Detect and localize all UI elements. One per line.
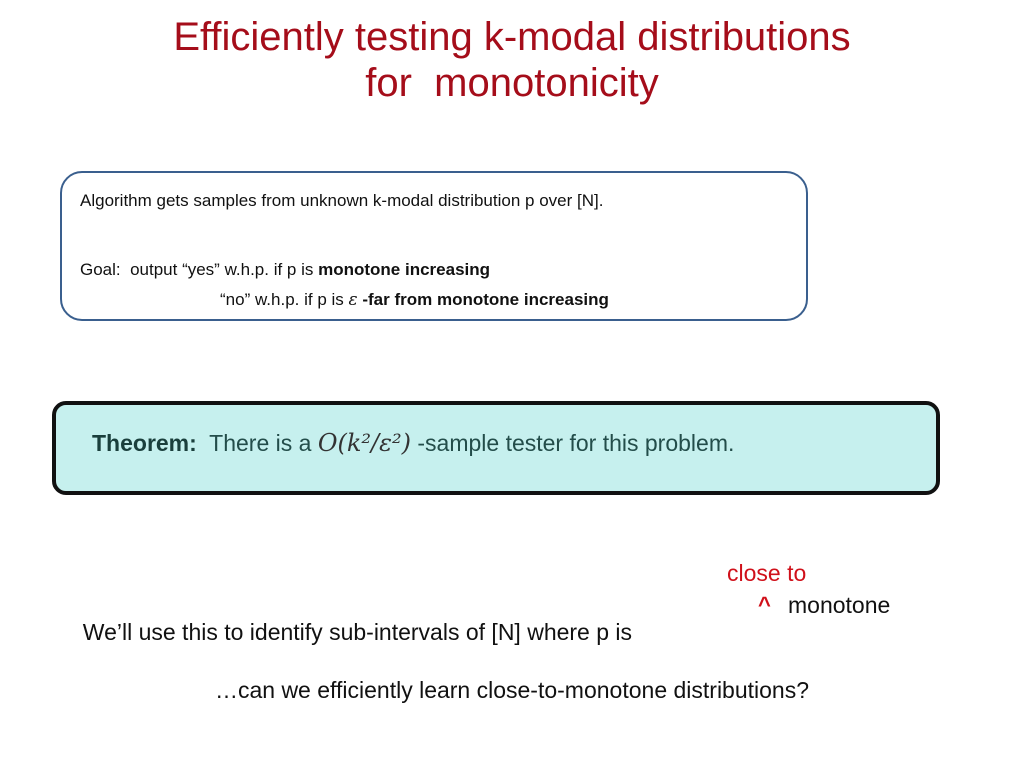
goal-yes-text: Goal: output “yes” w.h.p. if p is [80,260,319,279]
slide-title [0,14,1024,106]
title-line-1: Efficiently testing k-modal distributions [173,15,851,59]
goal-no-text: “no” w.h.p. if p is [220,290,349,309]
setup-line-algorithm: Algorithm gets samples from unknown k-modal distribution p over [N]. [80,191,604,210]
theorem-complexity-formula: O(k²/ε²) [317,429,411,457]
theorem-label: Theorem: [92,430,197,456]
inserted-text-close-to: close to [727,560,807,586]
theorem-pre-text: There is a [196,430,318,456]
statement-tail-text: monotone [788,592,891,618]
title-line-2: for monotonicity [365,61,659,105]
theorem-box [52,401,940,495]
theorem-post-text: -sample tester for this problem. [410,430,735,456]
goal-no-condition: -far from monotone increasing [362,290,609,309]
theorem-statement [92,429,734,457]
application-statement [70,592,891,673]
statement-main-text: We’ll use this to identify sub-intervals of [N] where p is [82,619,633,645]
setup-line-goal-no [220,290,609,310]
problem-setup-box [60,171,808,321]
epsilon-symbol: ε [348,290,358,310]
setup-line-goal-yes [80,260,490,280]
open-question: …can we efficiently learn close-to-monotone distributions? [214,677,810,703]
insertion-caret: ^ [758,592,771,617]
goal-yes-condition: monotone increasing [318,260,491,279]
